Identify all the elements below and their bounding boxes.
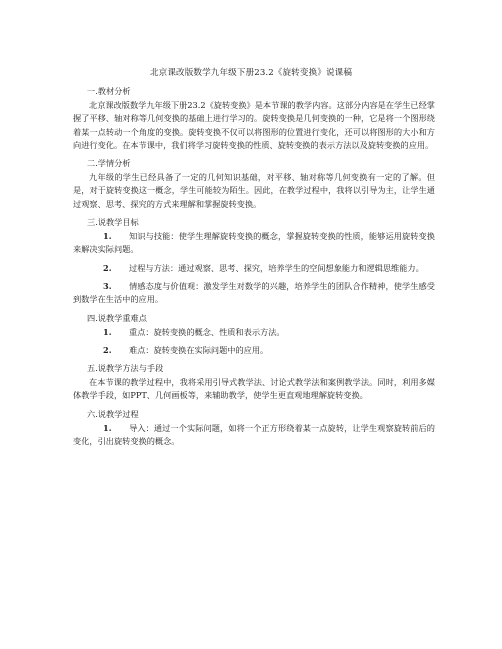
item-text: 情感态度与价值观：激发学生对数学的兴趣，培养学生的团队合作精神，使学生感受到数学在生活中的应用。 <box>73 280 435 305</box>
section-heading: 三.说教学目标 <box>87 217 139 228</box>
item-text: 知识与技能：使学生理解旋转变换的概念，掌握旋转变换的性质，能够运用旋转变换来解决实际问题。 <box>73 231 435 255</box>
item-number: 1. <box>103 422 112 433</box>
document-title: 北京课改版数学九年级下册23.2《旋转变换》说课稿 <box>149 68 353 78</box>
item-number: 3. <box>103 280 112 291</box>
section-heading: 六.说教学过程 <box>87 408 139 419</box>
item-number: 2. <box>103 262 112 273</box>
item-number: 1. <box>103 326 112 337</box>
section-paragraph: 九年级的学生已经具备了一定的几何知识基础，对平移、轴对称等几何变换有一定的了解。但是，对于旋转变换这一概念，学生可能较为陌生。因此，在教学过程中，我将以引导为主，让学生通过观察、思考、探究的方式来理解和掌握旋转变换。 <box>73 172 435 209</box>
list-item <box>73 326 435 339</box>
list-item <box>73 230 435 257</box>
item-text: 过程与方法：通过观察、思考、探究，培养学生的空间想象能力和逻辑思维能力。 <box>129 262 424 273</box>
section-heading: 一.教材分析 <box>87 86 131 96</box>
section-heading: 四.说教学重难点 <box>87 312 147 323</box>
section-student-analysis <box>73 157 435 211</box>
list-item <box>73 262 435 275</box>
list-item <box>73 344 435 357</box>
list-item <box>73 422 435 449</box>
item-text: 重点：旋转变换的概念、性质和表示方法。 <box>129 326 285 337</box>
section-teaching-goals <box>73 216 435 306</box>
section-paragraph: 北京课改版数学九年级下册23.2《旋转变换》是本节课的教学内容。这部分内容是在学生已经掌握了平移、轴对称等几何变换的基础上进行学习的。旋转变换是几何变换的一种，它是将一个图形绕着某一点转动一个角度的变换。旋转变换不仅可以将图形的位置进行变化，还可以将图形的大小和方向进行变化。在本节课中，我们将学习旋转变换的性质、旋转变换的表示方法以及旋转变换的应用。 <box>73 100 435 150</box>
document-body <box>73 85 435 453</box>
section-teaching-methods <box>73 362 435 403</box>
section-heading: 五.说教学方法与手段 <box>87 363 164 374</box>
section-key-points <box>73 312 435 358</box>
section-heading: 二.学情分析 <box>87 158 131 169</box>
section-teaching-process <box>73 408 435 449</box>
item-text: 难点：旋转变换在实际问题中的应用。 <box>129 344 269 355</box>
item-number: 1. <box>103 231 112 242</box>
section-paragraph: 在本节课的教学过程中，我将采用引导式教学法、讨论式教学法和案例教学法。同时，利用多媒体教学手段，如PPT、几何画板等，来辅助教学，使学生更直观地理解旋转变换。 <box>73 377 435 401</box>
section-textbook-analysis <box>73 85 435 152</box>
item-text: 导入：通过一个实际问题，如将一个正方形绕着某一点旋转，让学生观察旋转前后的变化，引出旋转变换的概念。 <box>73 422 435 447</box>
item-number: 2. <box>103 344 112 355</box>
list-item <box>73 280 435 307</box>
